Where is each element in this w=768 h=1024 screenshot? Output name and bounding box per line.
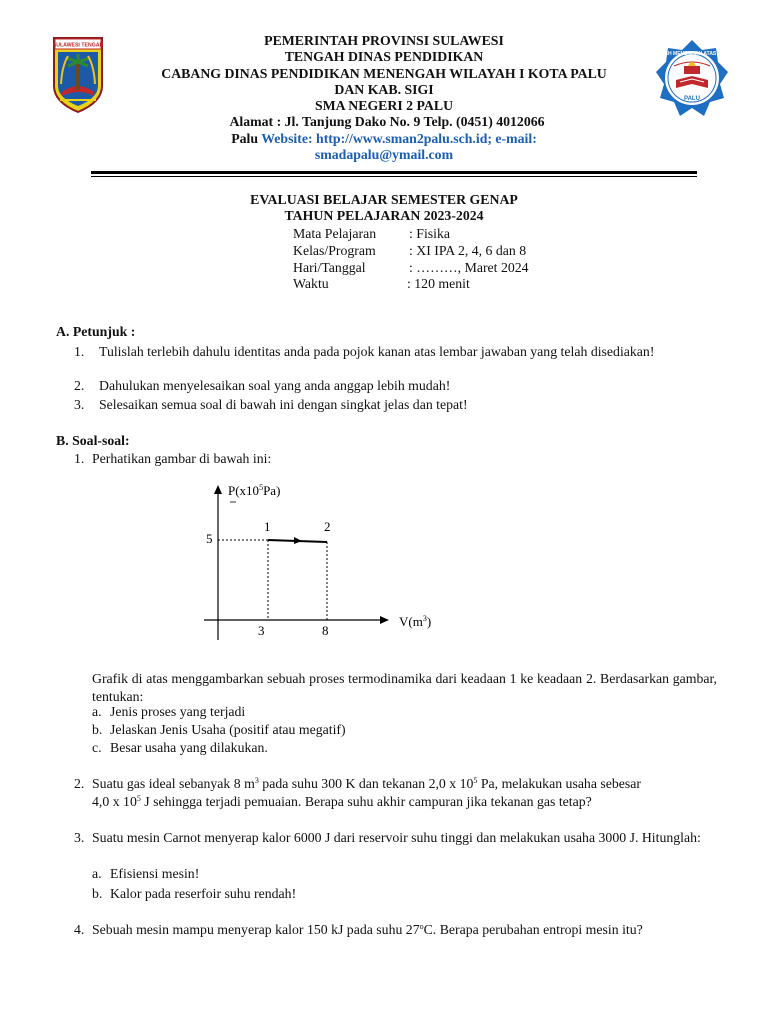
instruction-1: Tulislah terlebih dahulu identitas anda pada pojok kanan atas lembar jawaban yang telah disediakan! [99, 344, 655, 359]
svg-text:SULAWESI TENGAH: SULAWESI TENGAH [52, 42, 104, 49]
exam-title-line-2: TAHUN PELAJARAN 2023-2024 [284, 208, 484, 223]
meta-value-date: : ………, Maret 2024 [409, 260, 529, 275]
website-line [110, 131, 658, 147]
meta-label-time: Waktu [293, 276, 329, 291]
question-1-part-c: Besar usaha yang dilakukan. [110, 740, 268, 755]
email-link[interactable]: smadapalu@ymail.com [314, 147, 454, 163]
list-number: 2. [74, 378, 85, 393]
instruction-3: Selesaikan semua soal di bawah ini dengan singkat jelas dan tepat! [99, 397, 468, 412]
question-1-part-b: Jelaskan Jenis Usaha (positif atau megatif) [110, 722, 346, 737]
meta-label-date: Hari/Tanggal [293, 260, 366, 275]
v-tick-label-2: 8 [322, 623, 329, 638]
exam-title-line-1: EVALUASI BELAJAR SEMESTER GENAP [250, 192, 518, 207]
v-tick-label-1: 3 [258, 623, 265, 638]
school-address: Alamat : Jl. Tanjung Dako No. 9 Telp. (0451) 4012066 [229, 114, 545, 130]
p-axis-label: $P(x10^5Pa)$ [228, 483, 281, 498]
question-1-intro: Perhatikan gambar di bawah ini: [92, 451, 272, 466]
header-divider-thin [91, 176, 697, 177]
letterhead-line-3: CABANG DINAS PENDIDIKAN MENENGAH WILAYAH I KOTA PALU [161, 65, 607, 81]
question-4-text: Sebuah mesin mampu menyerap kalor 150 kJ pada suhu 27$^o$C. Berapa perubahan entropi mesin itu? [92, 922, 643, 937]
part-label: a. [92, 704, 102, 719]
website-link[interactable]: Website: http://www.sman2palu.sch.id; e-mail: [261, 130, 537, 146]
question-3-part-b: Kalor pada reserfoir suhu rendah! [110, 886, 297, 901]
v-axis-arrow [380, 616, 389, 624]
letterhead [110, 33, 658, 163]
section-a-heading: A. Petunjuk : [56, 324, 136, 339]
question-number-3: 3. [74, 830, 85, 845]
question-number-2: 2. [74, 776, 85, 791]
school-name: SMA NEGERI 2 PALU [314, 98, 454, 114]
part-label: c. [92, 740, 102, 755]
p-tick-label: 5 [206, 531, 213, 546]
state-1-label: 1 [264, 519, 271, 534]
meta-value-class: : XI IPA 2, 4, 6 dan 8 [409, 243, 527, 258]
meta-label-subject: Mata Pelajaran [293, 226, 377, 241]
list-number: 3. [74, 397, 85, 412]
meta-value-subject: : Fisika [409, 226, 451, 241]
p-axis-arrow [214, 485, 222, 494]
process-direction-arrow [294, 537, 302, 544]
part-label: b. [92, 722, 103, 737]
sma-negeri-logo [647, 38, 737, 127]
state-2-label: 2 [324, 519, 331, 534]
question-number-4: 4. [74, 922, 85, 937]
part-label: a. [92, 866, 102, 881]
exam-title [200, 192, 568, 224]
question-2-text-cont: 4,0 x $10^5$ J sehingga terjadi pemuaian. Berapa suhu akhir campuran jika tekanan gas tetap? [92, 794, 592, 809]
question-3-text: Suatu mesin Carnot menyerap kalor 6000 J dari reservoir suhu tinggi dan melakukan usaha 3000 J. Hitunglah: [92, 830, 701, 845]
letterhead-line-1: PEMERINTAH PROVINSI SULAWESI [264, 33, 504, 48]
letterhead-line-2: TENGAH DINAS PENDIDIKAN [284, 49, 484, 65]
list-number: 1. [74, 344, 85, 359]
city-label: Palu [231, 130, 259, 146]
svg-text:PALU: PALU [684, 96, 700, 102]
v-axis-label: $V(m^3)$ [399, 614, 432, 629]
section-b-heading: B. Soal-soal: [56, 433, 130, 448]
instruction-2: Dahulukan menyelesaikan soal yang anda anggap lebih mudah! [99, 378, 451, 393]
part-label: b. [92, 886, 103, 901]
sulawesi-tengah-logo [52, 36, 104, 119]
meta-label-class: Kelas/Program [293, 243, 376, 258]
question-1-text: Grafik di atas menggambarkan sebuah proses termodinamika dari keadaan 1 ke keadaan 2. Berdasarkan gambar, tentukan: [92, 671, 717, 704]
question-1-part-a: Jenis proses yang terjadi [110, 704, 246, 719]
header-divider-thick [91, 171, 697, 174]
question-2-text: Suatu gas ideal sebanyak 8 $m^3$ pada suhu 300 K dan tekanan 2,0 x $10^5$ Pa, melakukan usaha sebesar [92, 776, 642, 791]
svg-text:SEKOLAH MENENGAH ATAS NEGERI: SEKOLAH MENENGAH ATAS NEGERI [647, 51, 737, 57]
meta-value-time: : 120 menit [407, 276, 470, 291]
letterhead-line-4: DAN KAB. SIGI [334, 81, 434, 97]
question-number-1: 1. [74, 451, 85, 466]
question-3-part-a: Efisiensi mesin! [110, 866, 200, 881]
pv-diagram [196, 480, 456, 653]
